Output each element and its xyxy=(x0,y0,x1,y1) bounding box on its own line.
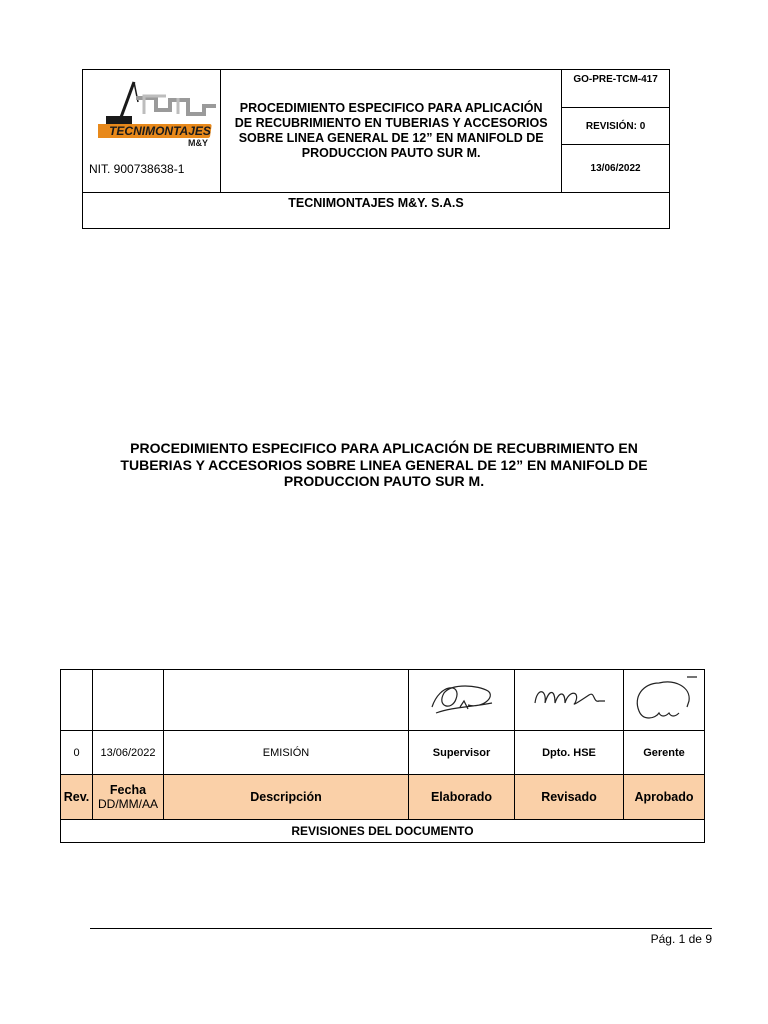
header-rev: Rev. xyxy=(61,775,93,820)
header-elaborado: Elaborado xyxy=(409,775,515,820)
document-header xyxy=(82,69,670,229)
revisions-table xyxy=(60,669,705,843)
header-date-label: Fecha xyxy=(109,783,147,797)
revision-header-row xyxy=(61,775,705,820)
document-date: 13/06/2022 xyxy=(562,145,670,193)
rev-revisado: Dpto. HSE xyxy=(515,731,624,775)
signature-supervisor xyxy=(409,670,515,731)
header-revisado: Revisado xyxy=(515,775,624,820)
revision-entry-row xyxy=(61,731,705,775)
company-name: TECNIMONTAJES M&Y. S.A.S xyxy=(83,193,670,229)
rev-number: 0 xyxy=(61,731,93,775)
revision-number: REVISIÓN: 0 xyxy=(562,108,670,145)
footer-divider xyxy=(90,928,712,929)
header-aprobado: Aprobado xyxy=(624,775,705,820)
revision-caption-row xyxy=(61,820,705,843)
signature-gerente xyxy=(624,670,705,731)
rev-date: 13/06/2022 xyxy=(93,731,164,775)
rev-aprobado: Gerente xyxy=(624,731,705,775)
rev-elaborado: Supervisor xyxy=(409,731,515,775)
nit-number: NIT. 900738638-1 xyxy=(89,162,185,176)
svg-text:TECNIMONTAJES: TECNIMONTAJES xyxy=(109,124,211,138)
main-title: PROCEDIMIENTO ESPECIFICO PARA APLICACIÓN DE RECUBRIMIENTO EN TUBERIAS Y ACCESORIOS SOBRE LINEA GENERAL DE 12” EN MANIFOLD DE PRODUCCION PAUTO SUR M. xyxy=(120,440,648,489)
header-title: PROCEDIMIENTO ESPECIFICO PARA APLICACIÓN DE RECUBRIMIENTO EN TUBERIAS Y ACCESORIOS SOBRE LINEA GENERAL DE 12” EN MANIFOLD DE PRODUCCION PAUTO SUR M. xyxy=(221,70,562,193)
svg-text:M&Y: M&Y xyxy=(188,138,208,146)
signature-supervisor-image xyxy=(422,677,502,721)
rev-description: EMISIÓN xyxy=(164,731,409,775)
logo-cell xyxy=(83,70,221,193)
signature-hse-image xyxy=(529,679,609,719)
document-code: GO-PRE-TCM-417 xyxy=(562,70,670,108)
signature-row xyxy=(61,670,705,731)
signature-gerente-image xyxy=(629,673,699,725)
header-date xyxy=(93,775,164,820)
header-description: Descripción xyxy=(164,775,409,820)
page-number: Pág. 1 de 9 xyxy=(650,932,712,946)
revisions-caption: REVISIONES DEL DOCUMENTO xyxy=(61,820,705,843)
company-logo xyxy=(98,80,220,146)
header-date-format: DD/MM/AA xyxy=(98,797,158,811)
signature-hse xyxy=(515,670,624,731)
